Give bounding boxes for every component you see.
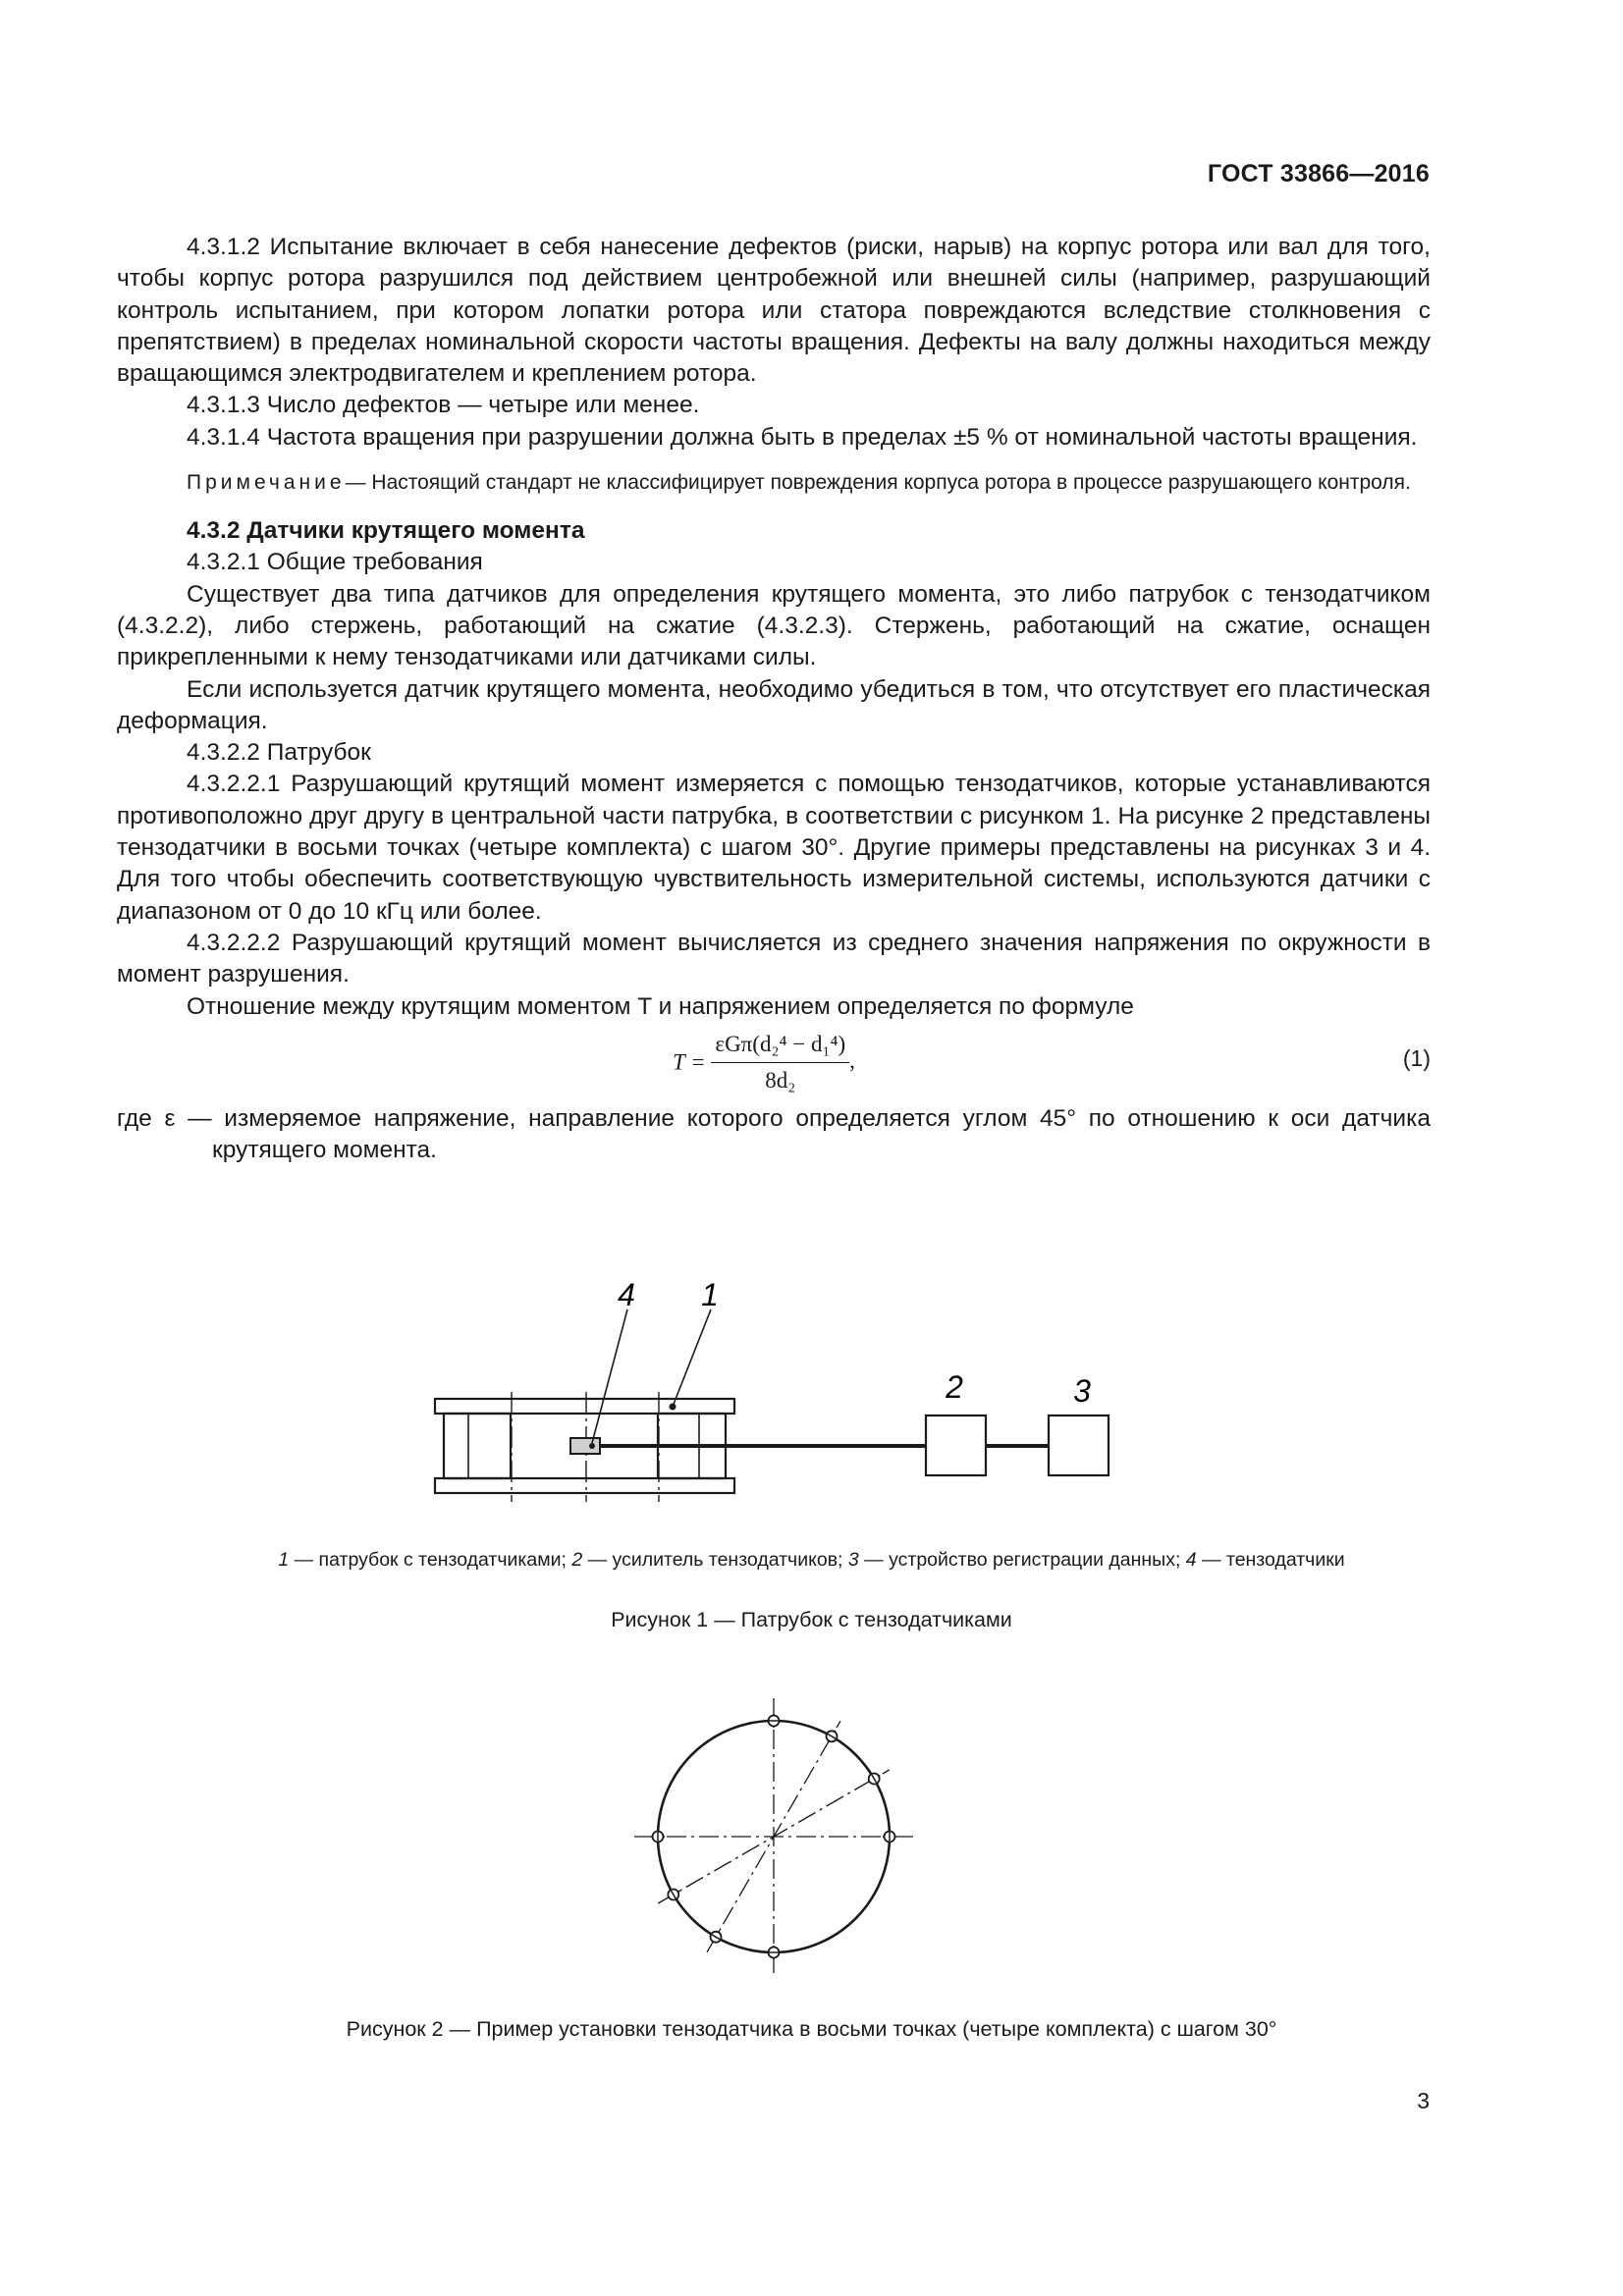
legend-text-2: — усилитель тензодатчиков; (582, 1549, 848, 1571)
paragraph-where: где ε — измеряемое напряжение, направление которого определяется углом 45° по отношению к оси датчика крутящего момента. (117, 1104, 1431, 1164)
formula-denominator: 8d₂ (765, 1068, 796, 1094)
formula-trailing-comma: , (849, 1047, 855, 1073)
legend-num-1: 1 (278, 1549, 290, 1571)
note-label: Примечание (187, 471, 346, 495)
paragraph-relation: Отношение между крутящим моментом T и напряжением определяется по формуле (187, 992, 1134, 1020)
figure-1-legend (0, 1549, 1623, 1572)
paragraph-4-3-2-1: 4.3.2.1 Общие требования (187, 549, 483, 576)
paragraph-4-3-2-2-2: 4.3.2.2.2 Разрушающий крутящий момент вычисляется из среднего значения напряжения по окружности в момент разрушения. (117, 929, 1431, 988)
legend-text-3: — устройство регистрации данных; (858, 1549, 1186, 1571)
formula-expression (673, 1029, 855, 1097)
document-body (117, 232, 1431, 1166)
figure-2-caption: Рисунок 2 — Пример установки тензодатчика в восьми точках (четыре комплекта) с шагом 30° (346, 2017, 1277, 2041)
formula-fraction (711, 1029, 849, 1097)
paragraph-sensor-types: Существует два типа датчиков для определения крутящего момента, это либо патрубок с тензодатчиком (4.3.2.2), либо стержень, работающий на сжатие (4.3.2.3). Стержень, работающий на сжатие, оснащен прикрепленными к нему тензодатчиками или датчиками силы. (117, 580, 1431, 671)
paragraph-4-3-2-2: 4.3.2.2 Патрубок (187, 739, 371, 767)
formula-numerator: εGπ(d₂⁴ − d₁⁴) (711, 1029, 849, 1063)
label-2: 2 (946, 1369, 963, 1405)
label-3: 3 (1073, 1373, 1091, 1409)
sleeve-left-wall (444, 1414, 511, 1478)
block-amplifier (926, 1415, 986, 1475)
legend-num-3: 3 (847, 1549, 859, 1571)
label-4: 4 (618, 1277, 635, 1312)
legend-num-2: 2 (571, 1549, 583, 1571)
figure-1-caption: Рисунок 1 — Патрубок с тензодатчиками (611, 1608, 1012, 1631)
label-1: 1 (701, 1277, 719, 1312)
paragraph-deformation: Если используется датчик крутящего момента, необходимо убедиться в том, что отсутствует его пластическая деформация. (117, 675, 1431, 734)
page-number: 3 (1417, 2088, 1430, 2113)
paragraph-4-3-2-2-1: 4.3.2.2.1 Разрушающий крутящий момент измеряется с помощью тензодатчиков, которые устанавливаются противоположно друг другу в центральной части патрубка, в соответствии с рисунком 1. На рисунке 2 представлены тензодатчики в восьми точках (четыре комплекта) с шагом 30°. Другие примеры представлены на рисунках 3 и 4. Для того чтобы обеспечить соответствующую чувствительность измерительной системы, используются датчики с диапазоном от 0 до 10 кГц или более. (117, 771, 1431, 925)
figure-2-diagram (0, 1698, 1623, 1973)
paragraph-4-3-1-2: 4.3.1.2 Испытание включает в себя нанесение дефектов (риски, нарыв) на корпус ротора или вал для того, чтобы корпус ротора разрушился под действием центробежной или внешней силы (например, разрушающий контроль испытанием, при котором лопатки ротора или статора повреждаются вследствие столкновения с препятствием) в пределах номинальной скорости частоты вращения. Дефекты на валу должны находиться между вращающимся электродвигателем и креплением ротора. (117, 234, 1431, 388)
sleeve-bottom-flange (435, 1478, 734, 1493)
note (117, 467, 1431, 498)
page-header-standard-code: ГОСТ 33866—2016 (1207, 160, 1430, 187)
legend-text-1: — патрубок с тензодатчиками; (289, 1549, 572, 1571)
formula-lhs: T = (673, 1049, 706, 1075)
paragraph-4-3-1-3: 4.3.1.3 Число дефектов — четыре или менее. (187, 392, 700, 419)
formula-number: (1) (1402, 1044, 1431, 1071)
legend-num-4: 4 (1185, 1549, 1197, 1571)
paragraph-4-3-1-4: 4.3.1.4 Частота вращения при разрушении должна быть в пределах ±5 % от номинальной частоты вращения. (187, 423, 1418, 451)
note-text: — Настоящий стандарт не классифицирует повреждения корпуса ротора в процессе разрушающего контроля. (345, 471, 1411, 495)
formula-1 (117, 1025, 1431, 1094)
section-heading-4-3-2: 4.3.2 Датчики крутящего момента (187, 517, 585, 545)
figure-2-gauge-layout (634, 1698, 913, 1973)
legend-text-4: — тензодатчики (1196, 1549, 1345, 1571)
figure-1-diagram (0, 1266, 1623, 1541)
sleeve-top-flange (435, 1399, 734, 1414)
block-data-recorder (1049, 1415, 1109, 1475)
strain-gauge (570, 1438, 600, 1454)
